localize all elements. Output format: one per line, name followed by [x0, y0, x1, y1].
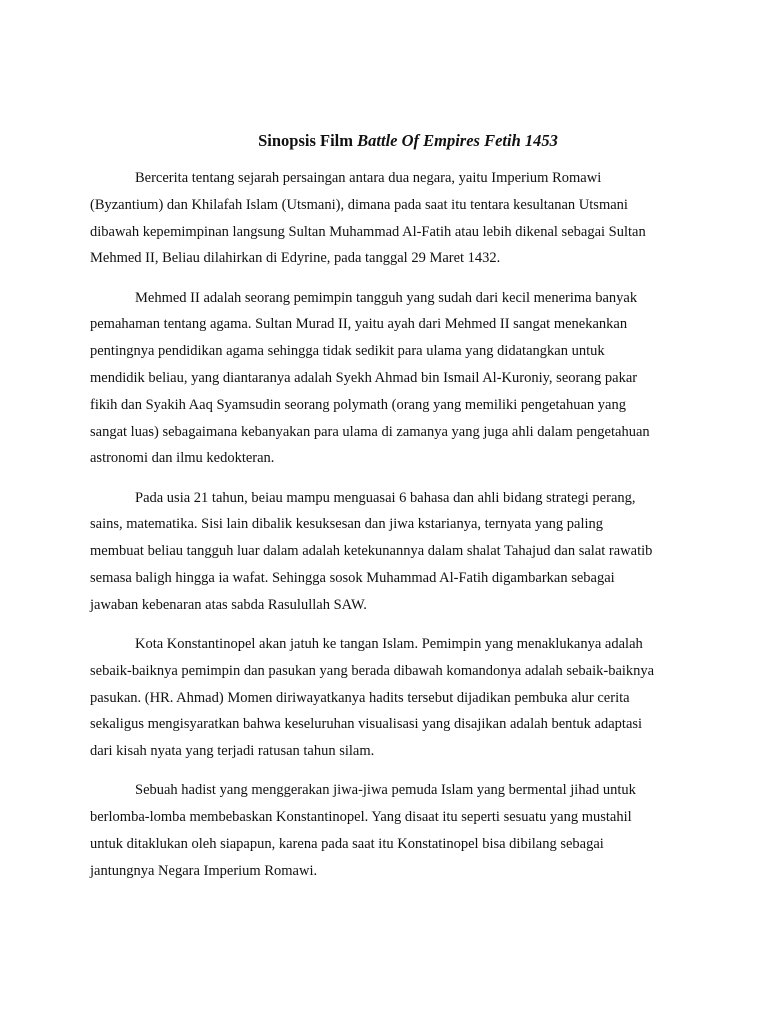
paragraph-line: sains, matematika. Sisi lain dibalik kesuksesan dan jiwa kstarianya, ternyata yang paling: [90, 516, 604, 533]
title-film-name: Battle Of Empires Fetih 1453: [357, 131, 558, 150]
paragraph-line: Mehmed II adalah seorang pemimpin tangguh yang sudah dari kecil menerima banyak: [135, 289, 638, 306]
paragraph: [90, 631, 682, 765]
paragraph-line: Mehmed II, Beliau dilahirkan di Edyrine, pada tanggal 29 Maret 1432.: [90, 250, 501, 267]
document-title: [0, 129, 768, 153]
paragraph-line: dibawah kepemimpinan langsung Sultan Muhammad Al-Fatih atau lebih dikenal sebagai Sultan: [90, 223, 646, 240]
paragraph-line: pasukan. (HR. Ahmad) Momen diriwayatkanya hadits tersebut dijadikan pembuka alur cerita: [90, 689, 630, 706]
paragraph-line: pemahaman tentang agama. Sultan Murad II, yaitu ayah dari Mehmed II sangat menekankan: [90, 316, 628, 333]
paragraph-line: astronomi dan ilmu kedokteran.: [90, 450, 275, 467]
paragraph-line: untuk ditaklukan oleh siapapun, karena pada saat itu Konstatinopel bisa dibilang sebagai: [90, 835, 604, 852]
paragraph-line: sangat luas) sebagaimana kebanyakan para ulama di zamanya yang juga ahli dalam pengetahuan: [90, 423, 650, 440]
paragraph-line: (Byzantium) dan Khilafah Islam (Utsmani), dimana pada saat itu tentara kesultanan Utsmani: [90, 196, 628, 213]
paragraph-line: berlomba-lomba membebaskan Konstantinopel. Yang disaat itu seperti sesuatu yang mustahil: [90, 809, 632, 826]
paragraph-line: fikih dan Syakih Aaq Syamsudin seorang polymath (orang yang memiliki pengetahuan yang: [90, 396, 626, 413]
paragraph-line: Pada usia 21 tahun, beiau mampu menguasai 6 bahasa dan ahli bidang strategi perang,: [135, 489, 636, 506]
paragraph-line: Sebuah hadist yang menggerakan jiwa-jiwa pemuda Islam yang bermental jihad untuk: [135, 782, 636, 799]
paragraph-line: sekaligus mengisyaratkan bahwa keseluruhan visualisasi yang disajikan adalah bentuk adaptasi: [90, 716, 643, 733]
document-body: [90, 165, 682, 897]
paragraph-line: Kota Konstantinopel akan jatuh ke tangan Islam. Pemimpin yang menaklukanya adalah: [135, 635, 643, 652]
paragraph-line: jawaban kebenaran atas sabda Rasulullah SAW.: [90, 596, 367, 613]
paragraph: [90, 777, 682, 884]
paragraph-line: Bercerita tentang sejarah persaingan antara dua negara, yaitu Imperium Romawi: [135, 170, 602, 186]
paragraph: [90, 485, 682, 619]
paragraph-line: semasa baligh hingga ia wafat. Sehingga sosok Muhammad Al-Fatih digambarkan sebagai: [90, 569, 615, 586]
paragraph-line: sebaik-baiknya pemimpin dan pasukan yang berada dibawah komandonya adalah sebaik-baiknya: [90, 662, 655, 679]
title-prefix: Sinopsis Film: [258, 131, 358, 150]
paragraph-line: mendidik beliau, yang diantaranya adalah Syekh Ahmad bin Ismail Al-Kuroniy, seorang pakar: [90, 369, 638, 386]
paragraph: [90, 285, 682, 473]
paragraph: [90, 165, 682, 272]
paragraph-line: pentingnya pendidikan agama sehingga tidak sedikit para ulama yang didatangkan untuk: [90, 343, 605, 360]
paragraph-line: membuat beliau tangguh luar dalam adalah ketekunannya dalam shalat Tahajud dan salat rawatib: [90, 543, 653, 560]
paragraph-line: jantungnya Negara Imperium Romawi.: [90, 862, 318, 879]
paragraph-line: dari kisah nyata yang terjadi ratusan tahun silam.: [90, 743, 375, 760]
